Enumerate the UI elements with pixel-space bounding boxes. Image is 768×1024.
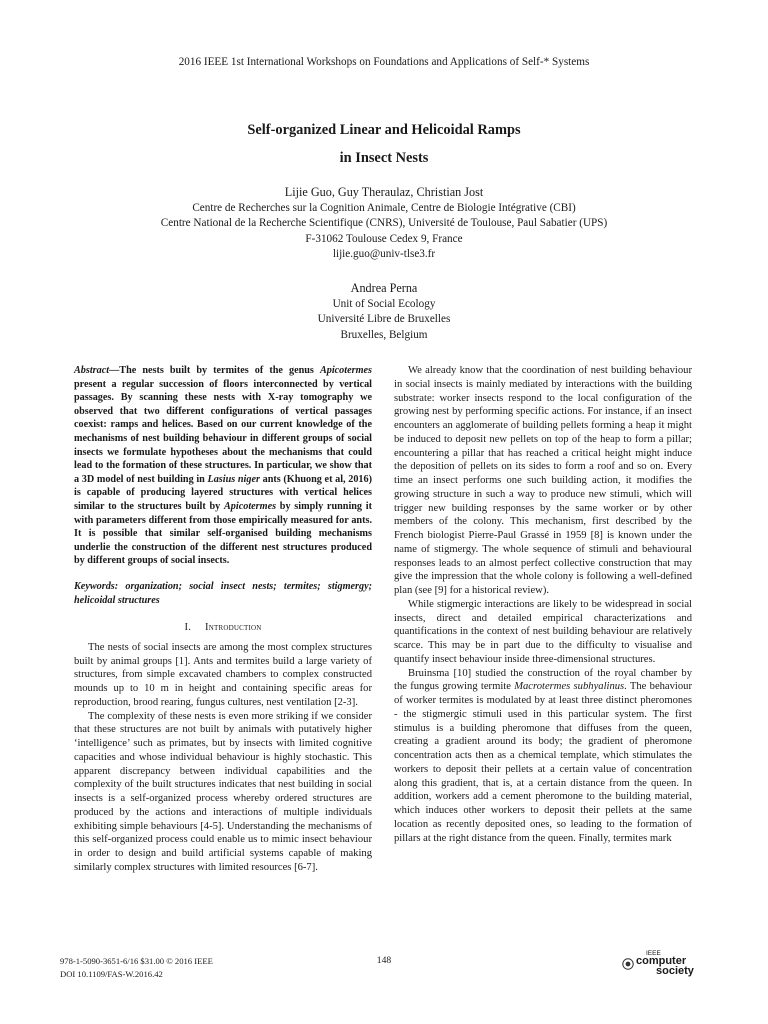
author-block-2 [0, 279, 768, 343]
section-heading-introduction: I. Introduction [184, 622, 262, 634]
affiliation-line: Centre National de la Recherche Scientifique (CNRS), Université de Toulouse, Paul Sabatier (UPS) [160, 217, 608, 230]
left-column [74, 364, 372, 875]
affiliation-line: Université Libre de Bruxelles [317, 313, 451, 326]
affiliation-line: F-31062 Toulouse Cedex 9, France [305, 232, 463, 245]
affiliation-line: Unit of Social Ecology [332, 298, 436, 310]
author-names-1: Lijie Guo, Guy Theraulaz, Christian Jost [284, 185, 484, 199]
affiliation-line: Bruxelles, Belgium [340, 328, 428, 341]
isbn-line: 978-1-5090-3651-6/16 $31.00 © 2016 IEEE [60, 956, 213, 966]
paragraph: The complexity of these nests is even more striking if we consider that these structures are not built by animals with putatively higher ‘intelligence’ such as primates, but by insects with limited cognitive capacities and whose individual behaviour is highly stochastic. This apparent discrepancy between individual capabilities and the complexity of the built structures indicates that nest building in social insects is a self-organized process whereby ordered structures are produced by the actions and interactions of multiple individuals exhibiting simple behaviours [4-5]. Understanding the mechanisms of this self-organized process could enable us to mimic insect behaviour in order to design and build artificial systems capable of making similarly complex structures with limited resources [6-7]. [74, 710, 372, 873]
computer-society-logo-icon [622, 958, 634, 970]
abstract-label: Abstract [74, 365, 110, 376]
logo-ieee-text: IEEE [646, 950, 661, 957]
conference-header: 2016 IEEE 1st International Workshops on Foundations and Applications of Self-* Systems [178, 56, 590, 68]
right-column [394, 364, 692, 845]
paragraph: While stigmergic interactions are likely to be widespread in social insects, direct and detailed empirical characterizations and quantifications in the context of nest building behaviour are relatively scarce. This may be in part due to the difficulty to visualise and quantify insect behaviour inside three-dimensional structures. [394, 598, 692, 665]
paragraph: Bruinsma [10] studied the construction of the royal chamber by the fungus growing termite Macrotermes subhyalinus. The behaviour of worker termites is modulated by at least three distinct pheromones - the stigmergic stimuli used in this particular system. The first stimulus is a building pheromone that diffuses from the queen, creating a gradient around its body; the gradient of pheromone concentration acts then as a chemical template, which stimulates the workers to deposit their pellets at a certain value of concentration along this gradient, that is, at a certain distance from the queen. In addition, workers add a cement pheromone to the building material, which induces other workers to deposit their pellets at the same location as recently deposited ones, so leading to the formation of pillars at the right distance from the queen. Finally, termites mark [394, 667, 693, 844]
page-number: 148 [376, 955, 392, 966]
keywords: Keywords: organization; social insect nests; termites; stigmergy; helicoidal structures [74, 580, 372, 606]
logo-computer-text: computer [636, 955, 687, 967]
doi-line: DOI 10.1109/FAS-W.2016.42 [60, 969, 163, 979]
paragraph: We already know that the coordination of nest building behaviour in social insects is mainly mediated by interactions with the building substrate: worker insects respond to the local configuration of the growing nest by performing specific actions. For instance, if an insect encounters an agglomerate of building pellets forming a heap it might be induced to deposit new pellets on top of the heap to form a pillar; encountering a pillar that has reached a critical height might induce the deposition of pellets on its sides to form a roof and so on. Every time an insect performs one such building action, it modifies the growing structure in such a way to produce new stimuli, which will trigger new building responses by the same worker or by other members of the colony. This mechanism, first described by the French biologist Pierre-Paul Grassé in 1959 [8] is known under the name of stigmergy. The whole sequence of stimuli and behavioural responses leads to an almost perfect collective construction that may give the impression that the whole colony is following a well-defined plan (see [9] for a historical review). [394, 365, 692, 596]
footer-publication-info [60, 955, 213, 981]
paper-title [0, 116, 768, 172]
author-block-1 [0, 183, 768, 263]
author-names-2: Andrea Perna [350, 281, 418, 295]
affiliation-line: Centre de Recherches sur la Cognition Animale, Centre de Biologie Intégrative (CBI) [192, 202, 576, 214]
author-email[interactable]: lijie.guo@univ-tlse3.fr [332, 248, 436, 261]
title-line-2: in Insect Nests [339, 150, 429, 166]
logo-society-text: society [656, 965, 694, 977]
title-line-1: Self-organized Linear and Helicoidal Ramps [247, 122, 521, 138]
abstract: Abstract—The nests built by termites of the genus Apicotermes present a regular succession of floors interconnected by vertical passages. By scanning these nests with X-ray tomography we observed that two different configurations of vertical passages coexist: ramps and helices. Based on our current knowledge of the mechanisms of nest building behaviour in different groups of social insects we formulate hypotheses about the mechanisms that could lead to the formation of these structures. In particular, we show that a 3D model of nest building in Lasius niger ants (Khuong et al, 2016) is capable of producing layered structures with vertical helices similar to the structures built by Apicotermes by simply running it with parameters different from those empirically measured for ants. It is possible that similar self-organised building mechanisms underlie the construction of the different nest structures produced by different groups of social insects. [74, 365, 372, 567]
paragraph: The nests of social insects are among the most complex structures built by animal groups [1]. Ants and termites build a large variety of structures, from simple excavated chambers to complex constructed mounds up to 10 m in height and containing specific areas for reproduction, brood rearing, fungus cultures, nest ventilation [2-3]. [74, 641, 372, 708]
ieee-computer-society-logo [620, 950, 700, 984]
